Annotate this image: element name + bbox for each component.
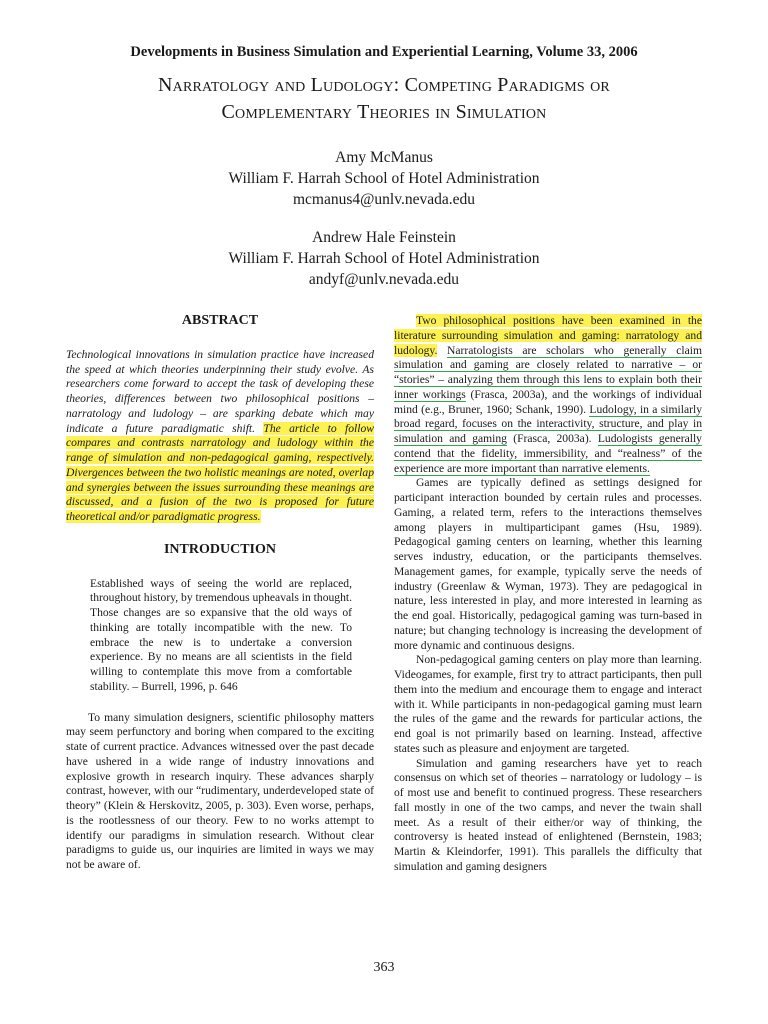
abstract-plain-text: Technological innovations in simulation practice have increased the speed at which theories underpinning their study evolve. As researchers come forward to accept the task of developing these theories, differences between two philosophical positions – narratology and ludology – are sparking debate which may indicate a future paradigmatic shift. [66,347,374,435]
abstract-heading: ABSTRACT [181,313,259,328]
highlight-positions: Two philosophical positions have been examined in the literature surrounding simulation and gaming: narratology and ludology. [394,314,702,357]
right-column [394,314,702,875]
author-email: andyf@unlv.nevada.edu [308,271,460,288]
epigraph-quote: Established ways of seeing the world are replaced, throughout history, by tremendous upheavals in thought. Those changes are so expansive that the old ways of thinking are totally incompatible with the new. To embrace the new is to undertake a conversion experience. By no means are all scientists in the field willing to contemplate this move from a comfortable stability. – Burrell, 1996, p. 646 [90,576,353,693]
title-line-2: Complementary Theories in Simulation [221,101,547,123]
underline-ludology: Ludology, in a similarly broad regard, focuses on the interactivity, structure, and play in simulation and gaming [394,402,702,445]
title-line-1: Narratology and Ludology: Competing Paradigms or [158,74,610,96]
left-column [66,314,374,873]
author-email: mcmanus4@unlv.nevada.edu [293,191,475,208]
author-block-1 [0,147,768,210]
right-paragraph-4: Simulation and gaming researchers have yet to reach consensus on which set of theories – narratology or ludology – is of most use and benefit to continued progress. These researchers fall mostly in one of the two camps, and never the twain shall meet. As a result of their either/or way of thinking, the controversy is heated instead of enlightened (Bernstein, 1983; Martin & Kleindorfer, 1991). This parallels the difficulty that simulation and gaming designers [394,756,702,873]
author-block-2 [0,227,768,290]
paper-title [0,72,768,126]
author-affiliation: William F. Harrah School of Hotel Administration [228,250,540,267]
right-paragraph-2: Games are typically defined as settings designed for participant interaction bounded by certain rules and processes. Gaming, a related term, refers to the interactions themselves among players in multiparticipant games (Hsu, 1989). Pedagogical gaming centers on learning, whether this learning serves industry, education, or the participants themselves. Management games, for example, typically serve the needs of industry (Greenlaw & Wyman, 1973). They are pedagogical in nature, less interested in play, and more interested in learning as the end goal. Historically, pedagogical gaming was turn-based in nature; but changing technology is increasing the development of more dynamic and continuous designs. [394,476,702,652]
intro-paragraph-1: To many simulation designers, scientific philosophy matters may seem perfunctory and boring when compared to the exciting state of current practice. Advances witnessed over the past decade have ushered in a wide range of industry innovations and explosive growth in research inquiry. These advances sharply contrast, however, with our “rudimentary, underdeveloped state of theory” (Klein & Herskovitz, 2005, p. 303). Even worse, perhaps, is the rootlessness of our theory. Few to no works attempt to identify our paradigms in simulation research. Without clear paradigms to guide us, our inquiries are limited in ways we may not be aware of. [66,710,374,871]
plain-text: (Frasca, 2003a). [513,432,592,445]
author-name: Andrew Hale Feinstein [312,229,456,246]
journal-header: Developments in Business Simulation and Experiential Learning, Volume 33, 2006 [130,44,638,60]
abstract-highlighted-text: The article to follow compares and contrasts narratology and ludology within the range of simulation and non-pedagogical gaming, respectively. Divergences between the two holistic meanings are noted, overlap and synergies between the issues surrounding these meanings are discussed, and a fusion of the two is proposed for future theoretical and/or paradigmatic progress. [66,421,374,523]
plain-text: (Frasca, 2003a), and the workings of individual mind (e.g., Bruner, 1960; Schank, 1990). [394,387,702,416]
page-number: 363 [373,960,395,975]
underline-ludologists: Ludologists generally contend that the fidelity, immersibility, and “realness” of the experience are more important than narrative elements. [394,432,702,475]
author-name: Amy McManus [335,149,433,166]
right-paragraph-1 [394,314,702,476]
underline-narratologists: Narratologists are scholars who generally claim simulation and gaming are closely related to narrative – or “stories” – analyzing them through this lens to explain both their inner workings [394,343,702,401]
introduction-heading: INTRODUCTION [163,541,276,557]
author-affiliation: William F. Harrah School of Hotel Administration [228,170,540,187]
abstract-text [66,348,374,525]
right-paragraph-3: Non-pedagogical gaming centers on play more than learning. Videogames, for example, first try to attract participants, then pull them into the medium and encourage them to engage and interact with it. While participants in non-pedagogical gaming must learn the rules of the game and the rewards for particular actions, the end goal is not primarily based on learning. Instead, affective states such as pleasure and enjoyment are targeted. [394,653,702,755]
